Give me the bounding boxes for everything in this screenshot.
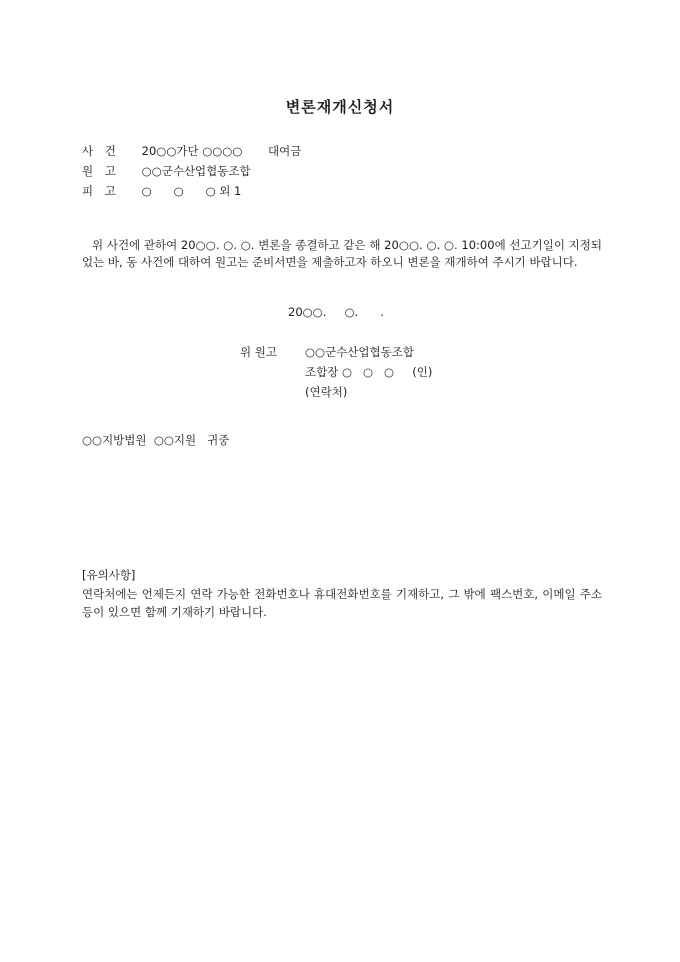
filing-date: 20○○. ○. . [288,305,384,319]
signature-org: ○○군수산업협동조합 [305,345,414,359]
plaintiff-row [82,163,251,179]
case-number: 20○○가단 ○○○○ [141,144,243,158]
plaintiff-label: 원 고 [82,164,120,178]
notes-title: [유의사항] [82,568,136,582]
signature-head: 조합장 ○ ○ ○ (인) [305,365,433,379]
case-number-row [82,143,301,159]
document-title: 변론재개신청서 [285,98,395,116]
signature-contact: (연락처) [305,385,348,399]
defendant-name: ○ ○ ○ 외 1 [141,184,242,198]
case-type: 대여금 [268,144,302,158]
case-label: 사 건 [82,144,120,158]
signature-label: 위 원고 [240,345,277,359]
court-addressee: ○○지방법원 ○○지원 귀중 [82,433,230,447]
notes-body: 연락처에는 언제든지 연락 가능한 전화번호나 휴대전화번호를 기재하고, 그 밖에 팩스번호, 이메일 주소 등이 있으면 함께 기재하기 바랍니다. [82,587,602,619]
defendant-label: 피 고 [82,184,120,198]
plaintiff-name: ○○군수산업협동조합 [141,164,251,178]
defendant-row [82,183,241,199]
request-body: 위 사건에 관하여 20○○. ○. ○. 변론을 종결하고 같은 해 20○○. ○. ○. 10:00에 선고기일이 지정되었는 바, 동 사건에 대하여 원고는 준비서면을 제출하고자 하오니 변론을 재개하여 주시기 바랍니다. [82,238,602,269]
